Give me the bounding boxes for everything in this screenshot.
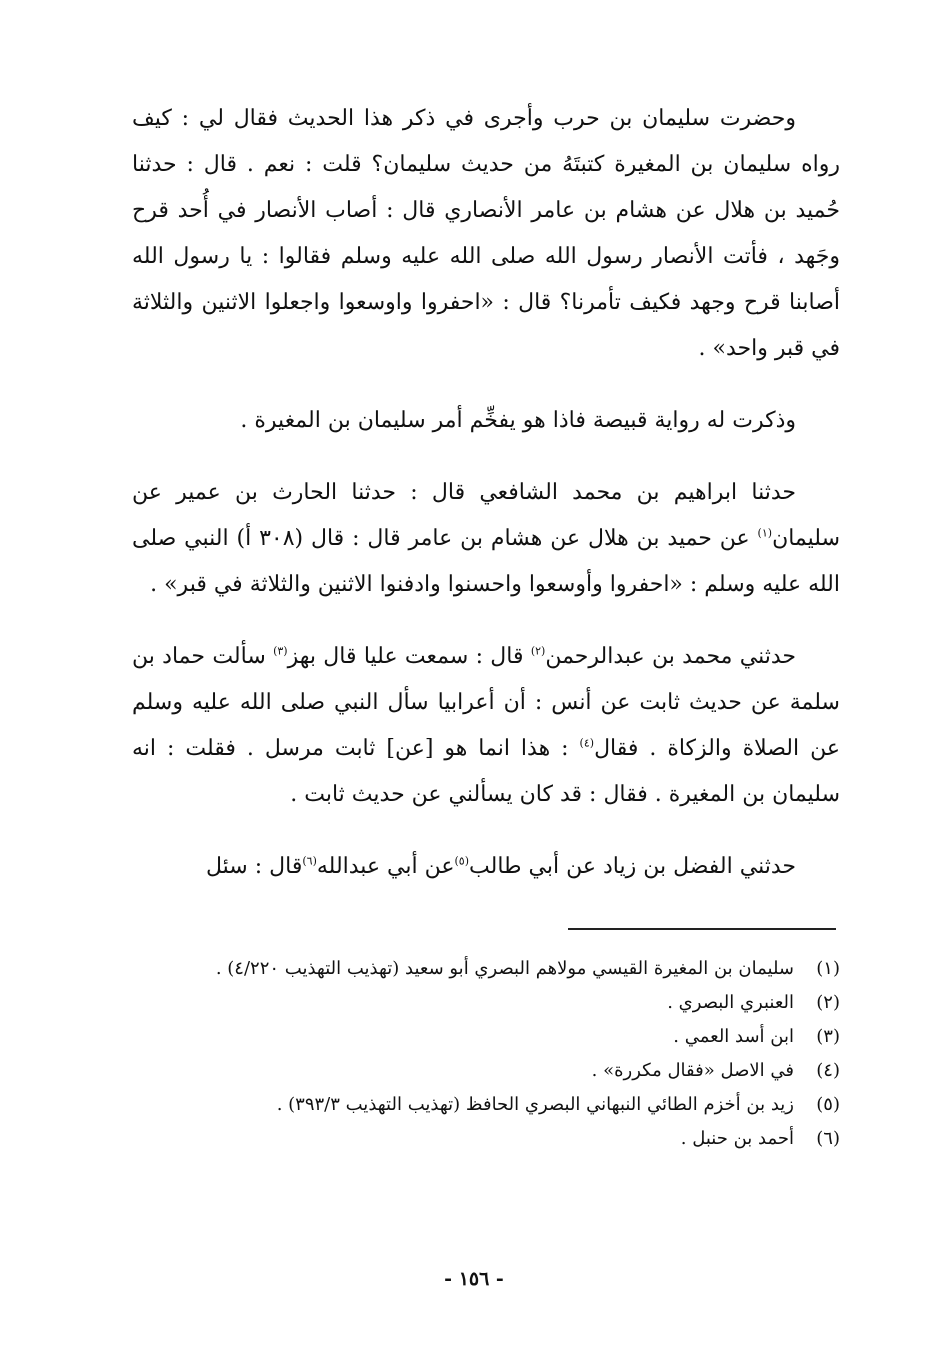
footnote-ref: (٥) <box>454 854 470 868</box>
paragraph-1 <box>132 96 840 372</box>
text-segment: حدثنا ابراهيم بن محمد الشافعي قال : حدثنا الحارث بن عمير عن سليمان <box>132 480 840 551</box>
footnote-divider <box>568 928 836 930</box>
text-segment: حدثني الفضل بن زياد عن أبي طالب <box>469 854 796 879</box>
footnote-number: (٥) <box>816 1094 840 1115</box>
footnote-item <box>126 1122 840 1156</box>
footnote-text: أحمد بن حنبل . <box>680 1128 794 1149</box>
footnote-ref: (٣) <box>273 644 288 658</box>
footnote-ref: (٤) <box>579 736 595 750</box>
footnote-item <box>126 1020 840 1054</box>
text-segment: : هذا انما هو [عن] ثابت مرسل . فقلت : انه سليمان بن المغيرة . فقال : قد كان يسألني عن حديث ثابت . <box>132 736 840 807</box>
text-segment: سألت حماد بن سلمة عن حديث ثابت عن أنس : أن أعرابيا سأل النبي صلى الله عليه وسلم عن الصلاة والزكاة . فقال <box>132 644 840 761</box>
footnote-number: (٤) <box>816 1060 840 1081</box>
text-segment: قال : سمعت عليا قال بهز <box>287 644 531 669</box>
footnote-item <box>126 952 840 986</box>
footnotes <box>126 952 840 1156</box>
text-segment: وحضرت سليمان بن حرب وأجرى في ذكر هذا الحديث فقال لي : كيف رواه سليمان بن المغيرة كتبتَهُ من حديث سليمان؟ قلت : نعم . قال : حدثنا حُميد بن هلال عن هشام بن عامر الأنصاري قال : أصاب الأنصار في أُحد قرح وجَهد ، فأتت الأنصار رسول الله صلى الله عليه وسلم فقالوا : يا رسول الله أصابنا قرح وجهد فكيف تأمرنا؟ قال : «احفروا واوسعوا واجعلوا الاثنين والثلاثة في قبر واحد» . <box>132 106 840 361</box>
footnote-ref: (١) <box>757 526 773 540</box>
footnote-number: (٦) <box>816 1128 840 1149</box>
footnote-text: العنبري البصري . <box>667 992 794 1013</box>
main-text <box>132 96 840 916</box>
text-segment: حدثني محمد بن عبدالرحمن <box>545 644 796 669</box>
footnote-text: ابن أسد العمي . <box>673 1026 794 1047</box>
text-segment: عن أبي عبدالله <box>316 854 455 879</box>
footnote-item <box>126 1054 840 1088</box>
footnote-text: في الاصل «فقال مكررة» . <box>591 1060 794 1081</box>
footnote-text: زيد بن أخزم الطائي النبهاني البصري الحافظ (تهذيب التهذيب ٣٩٣/٣) . <box>276 1094 794 1115</box>
paragraph-4 <box>132 634 840 818</box>
footnote-number: (٣) <box>816 1026 840 1047</box>
footnote-ref: (٢) <box>530 644 546 658</box>
paragraph-5 <box>132 844 840 890</box>
text-segment: وذكرت له رواية قبيصة فاذا هو يفخِّم أمر سليمان بن المغيرة . <box>240 408 796 433</box>
footnote-number: (٢) <box>816 992 840 1013</box>
footnote-item <box>126 986 840 1020</box>
page-number: - ١٥٦ - <box>444 1268 504 1290</box>
footnote-ref: (٦) <box>302 854 317 868</box>
paragraph-2 <box>132 398 840 444</box>
footnote-number: (١) <box>816 958 840 979</box>
text-segment: عن حميد بن هلال عن هشام بن عامر قال : قال (٣٠٨ أ) النبي صلى الله عليه وسلم : «احفروا وأوسعوا واحسنوا وادفنوا الاثنين والثلاثة في قبر» . <box>132 526 840 597</box>
footnote-item <box>126 1088 840 1122</box>
footnote-text: سليمان بن المغيرة القيسي مولاهم البصري أبو سعيد (تهذيب التهذيب ٤/٢٢٠) . <box>215 958 794 979</box>
paragraph-3 <box>132 470 840 608</box>
text-segment: قال : سئل <box>206 854 303 879</box>
